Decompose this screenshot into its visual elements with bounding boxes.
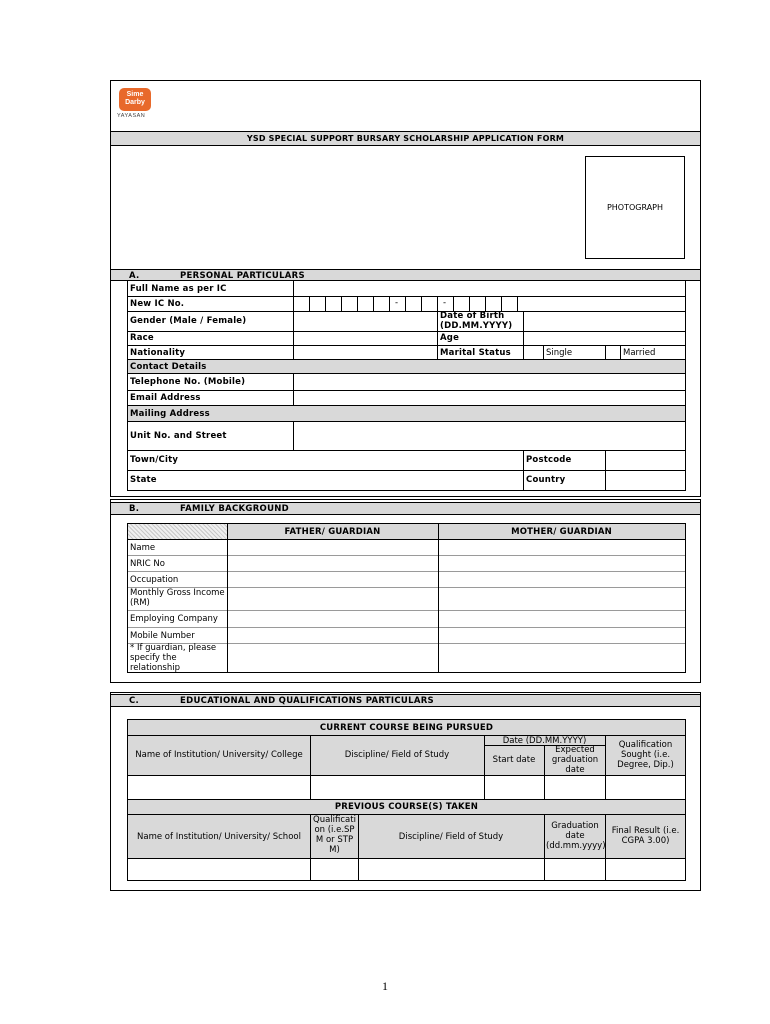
ic-dash-1: - [395,298,399,308]
prev-result-header: Final Result (i.e. CGPA 3.00) [611,826,680,846]
logo-line2: Darby [125,99,145,106]
new-ic-label: New IC No. [130,299,185,309]
name-row-label: Name [130,543,156,553]
postcode-label: Postcode [526,455,572,465]
guardian-note-label: * If guardian, please specify the relationship [130,643,217,673]
country-field[interactable] [606,471,685,490]
telephone-field[interactable] [294,374,685,390]
mobile-row-label: Mobile Number [130,631,195,641]
hatched-corner [128,524,227,539]
gender-field[interactable] [294,312,437,331]
section-b-letter: B. [129,504,140,514]
dob-label-line2: (DD.MM.YYYY) [440,321,513,331]
unit-street-field[interactable] [294,422,685,450]
nationality-label: Nationality [130,348,186,358]
unit-street-label: Unit No. and Street [130,431,227,441]
logo-line1: Sime [126,91,144,98]
age-field[interactable] [524,332,685,345]
father-guardian-fields[interactable] [228,540,438,672]
postcode-field[interactable] [606,451,685,470]
cur-date-header: Date (DD.MM.YYYY) [502,736,587,746]
father-guardian-header: FATHER/ GUARDIAN [284,527,381,537]
country-label: Country [526,475,566,485]
gender-label: Gender (Male / Female) [130,316,247,326]
full-name-label: Full Name as per IC [130,284,227,294]
town-city-field[interactable] [294,451,523,470]
contact-details-band [128,360,685,373]
mother-guardian-fields[interactable] [439,540,685,672]
dob-label-line1: Date of Birth [440,311,505,321]
email-label: Email Address [130,393,201,403]
ic-dash-2: - [443,298,447,308]
prev-institution-header: Name of Institution/ University/ School [137,832,301,842]
sime-darby-logo [119,88,151,111]
prev-graduation-header: Graduation date (dd.mm.yyyy) [546,821,606,851]
section-a-title: PERSONAL PARTICULARS [180,271,305,281]
section-c-letter: C. [129,696,140,706]
logo-subtitle: YAYASAN [117,113,146,119]
state-field[interactable] [294,471,523,490]
race-field[interactable] [294,332,437,345]
section-c-title: EDUCATIONAL AND QUALIFICATIONS PARTICULARS [180,696,434,706]
contact-details-label: Contact Details [130,362,207,372]
prev-qualification-header: Qualification (i.e.SPM or STPM) [313,815,356,855]
cur-discipline-header: Discipline/ Field of Study [344,750,450,760]
married-option[interactable]: Married [623,348,656,358]
form-title: YSD SPECIAL SUPPORT BURSARY SCHOLARSHIP APPLICATION FORM [246,134,565,143]
cur-institution-header: Name of Institution/ University/ College [135,750,303,760]
current-course-entry-row[interactable] [128,776,685,799]
page-number: 1 [382,979,388,993]
previous-course-title: PREVIOUS COURSE(S) TAKEN [334,802,479,812]
cur-expected-header: Expected graduation date [551,745,599,775]
photograph-label: PHOTOGRAPH [606,203,664,212]
race-label: Race [130,333,154,343]
mother-guardian-header: MOTHER/ GUARDIAN [511,527,612,537]
company-row-label: Employing Company [130,614,218,624]
occupation-row-label: Occupation [130,575,179,585]
email-field[interactable] [294,391,685,405]
cur-start-header: Start date [492,755,536,765]
nric-row-label: NRIC No [130,559,165,569]
state-label: State [130,475,157,485]
section-a-letter: A. [129,271,140,281]
age-label: Age [440,333,460,343]
single-option[interactable]: Single [546,348,573,358]
full-name-field[interactable] [294,282,685,296]
prev-discipline-header: Discipline/ Field of Study [398,832,504,842]
mailing-address-label: Mailing Address [130,409,210,419]
previous-course-entry-row[interactable] [128,859,685,880]
current-course-title: CURRENT COURSE BEING PURSUED [319,723,494,733]
mailing-address-band [128,406,685,421]
telephone-label: Telephone No. (Mobile) [130,377,246,387]
section-b-title: FAMILY BACKGROUND [180,504,290,514]
nationality-field[interactable] [294,346,437,359]
cur-qualification-header: Qualification Sought (i.e. Degree, Dip.) [617,740,674,770]
town-city-label: Town/City [130,455,179,465]
dob-field[interactable] [524,312,685,331]
marital-status-label: Marital Status [440,348,511,358]
income-row-label: Monthly Gross Income (RM) [130,588,225,608]
